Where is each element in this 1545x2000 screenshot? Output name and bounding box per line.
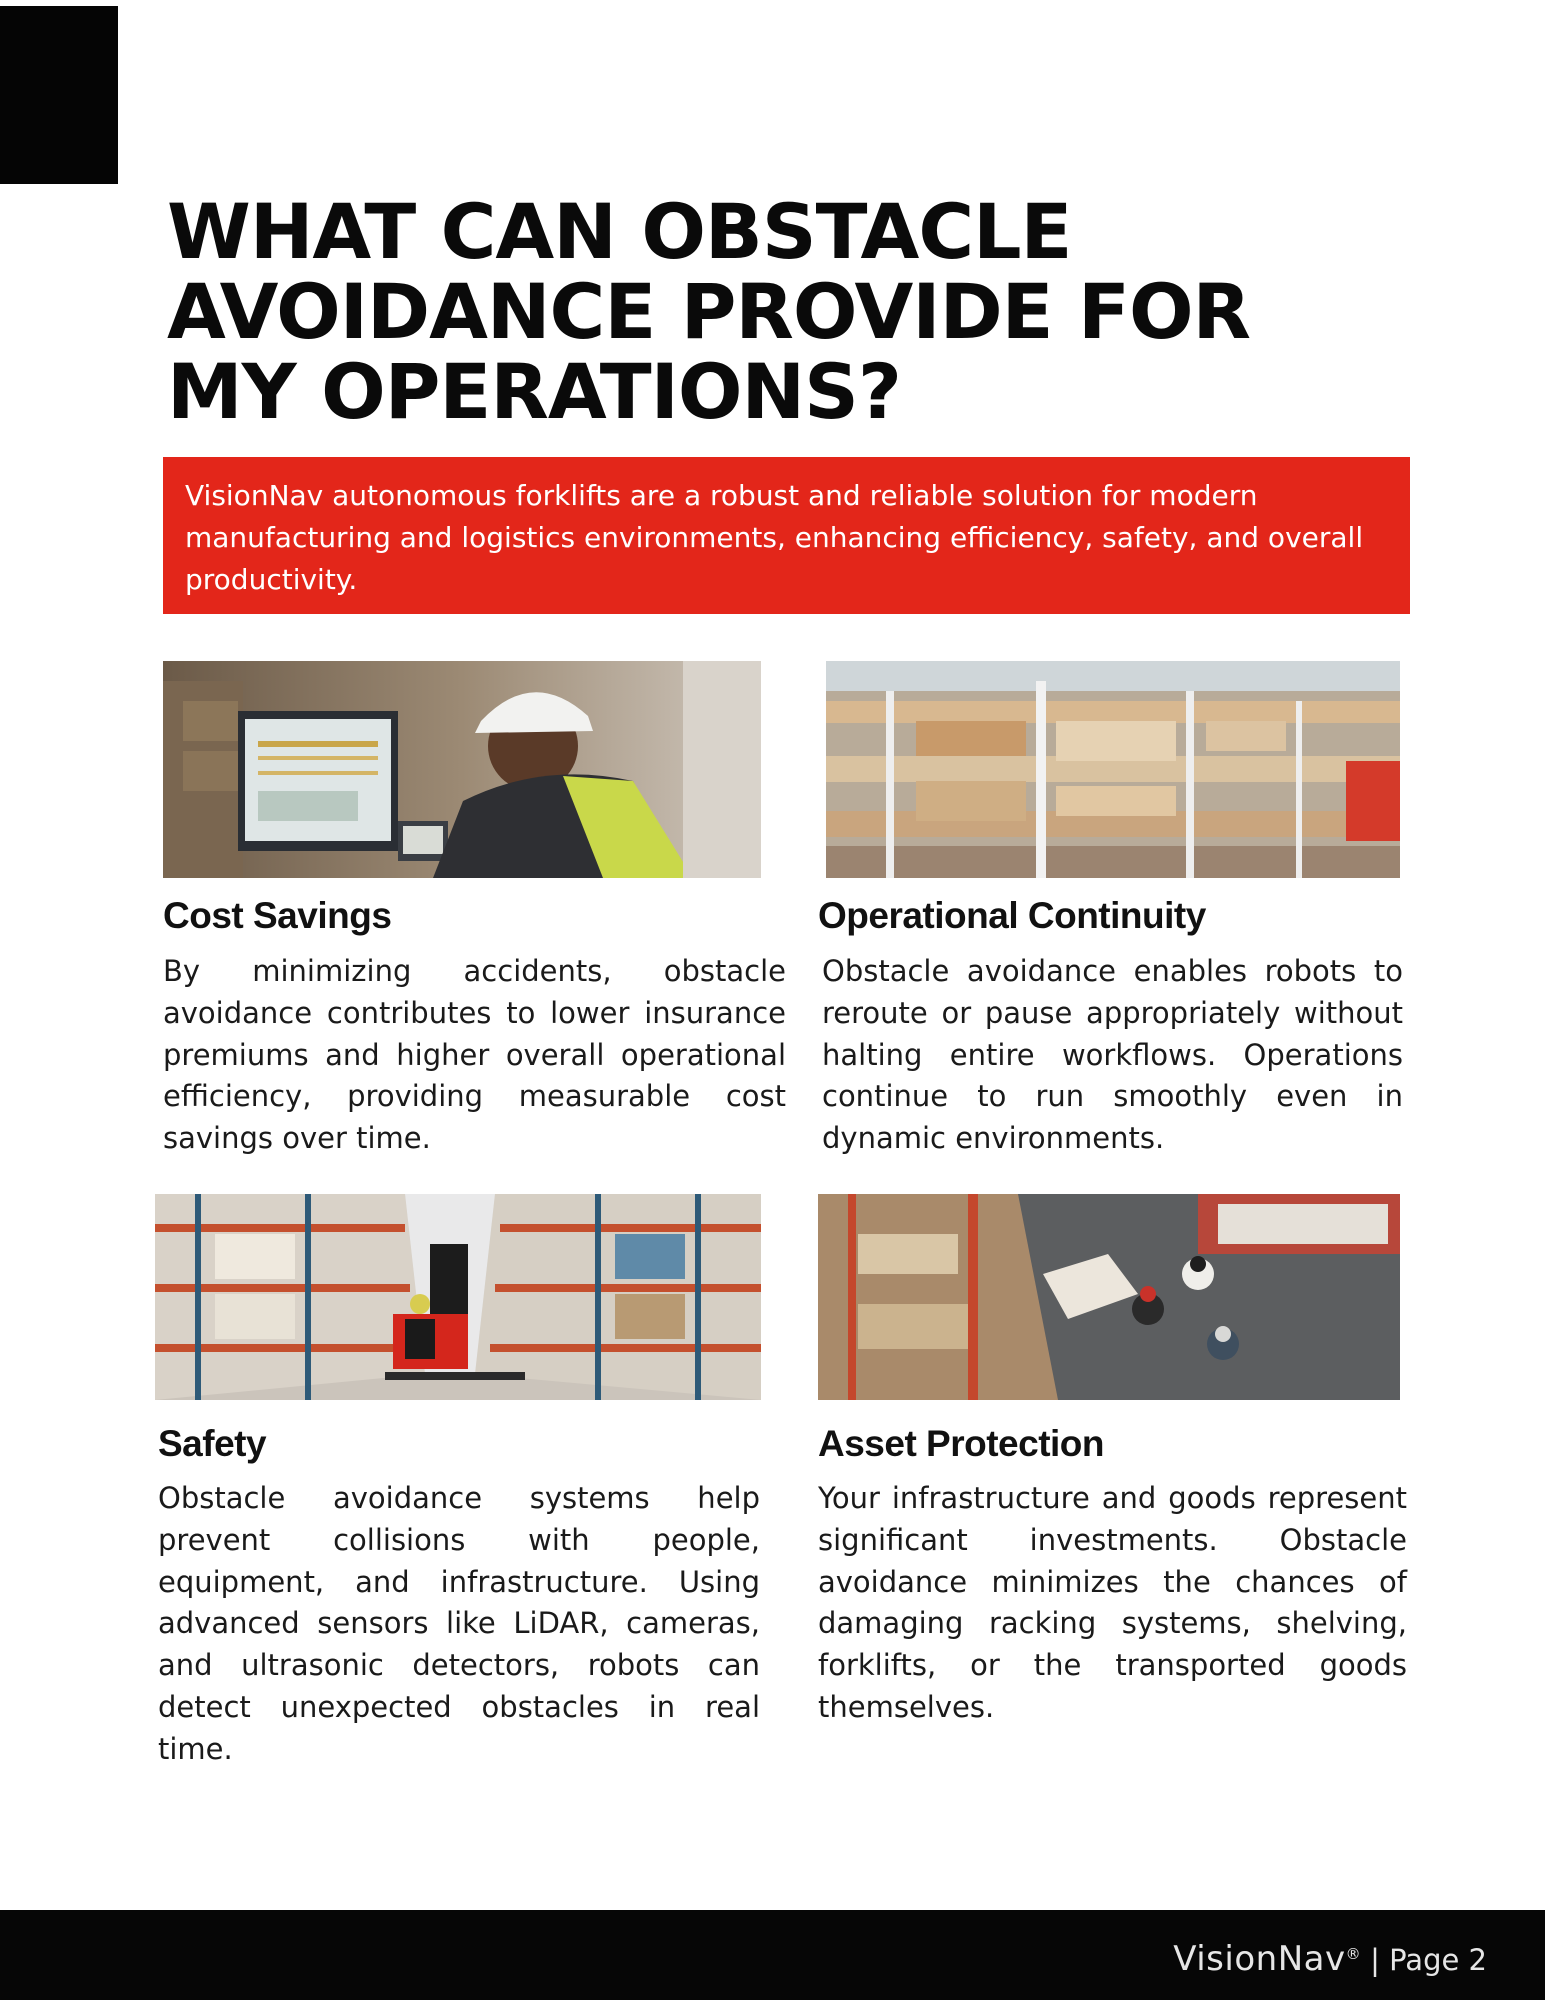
photo-warehouse-aisle xyxy=(155,1194,761,1400)
card-heading-cost-savings: Cost Savings xyxy=(163,895,392,936)
corner-decoration xyxy=(0,6,118,184)
card-heading-asset-protection: Asset Protection xyxy=(818,1423,1105,1464)
card-heading-operational-continuity: Operational Continuity xyxy=(818,895,1206,936)
brand-name: VisionNav xyxy=(1173,1939,1346,1979)
card-body-asset-protection: Your infrastructure and goods represent significant investments. Obstacle avoidance minimizes the chances of damaging racking systems, shelving, forklifts, or the transported goods themselves. xyxy=(818,1481,1407,1724)
title-line-3: MY OPERATIONS? xyxy=(167,347,901,436)
page-title xyxy=(167,187,1417,436)
card-body-operational-continuity: Obstacle avoidance enables robots to reroute or pause appropriately without halting entire workflows. Operations continue to run smoothly even in dynamic environments. xyxy=(822,954,1403,1156)
intro-banner xyxy=(163,457,1410,614)
card-body-safety: Obstacle avoidance systems help prevent collisions with people, equipment, and infrastructure. Using advanced sensors like LiDAR, cameras, and ultrasonic detectors, robots can detect unexpected obstacles in real time. xyxy=(158,1481,760,1766)
card-heading-safety: Safety xyxy=(158,1423,267,1464)
registered-mark: ® xyxy=(1345,1945,1361,1963)
intro-text: VisionNav autonomous forklifts are a robust and reliable solution for modern manufacturing and logistics environments, enhancing efficiency, safety, and overall productivity. xyxy=(185,479,1364,596)
page-footer xyxy=(0,1910,1545,2000)
page-number: | Page 2 xyxy=(1370,1943,1487,1977)
photo-overhead-handshake xyxy=(818,1194,1400,1400)
photo-lumber-racking xyxy=(826,661,1400,878)
card-body-cost-savings: By minimizing accidents, obstacle avoidance contributes to lower insurance premiums and higher overall operational efficiency, providing measurable cost savings over time. xyxy=(163,954,786,1156)
photo-worker-monitor xyxy=(163,661,761,878)
title-line-1: WHAT CAN OBSTACLE xyxy=(167,187,1072,276)
footer-brand xyxy=(1173,1934,1487,1981)
title-line-2: AVOIDANCE PROVIDE FOR xyxy=(167,267,1251,356)
